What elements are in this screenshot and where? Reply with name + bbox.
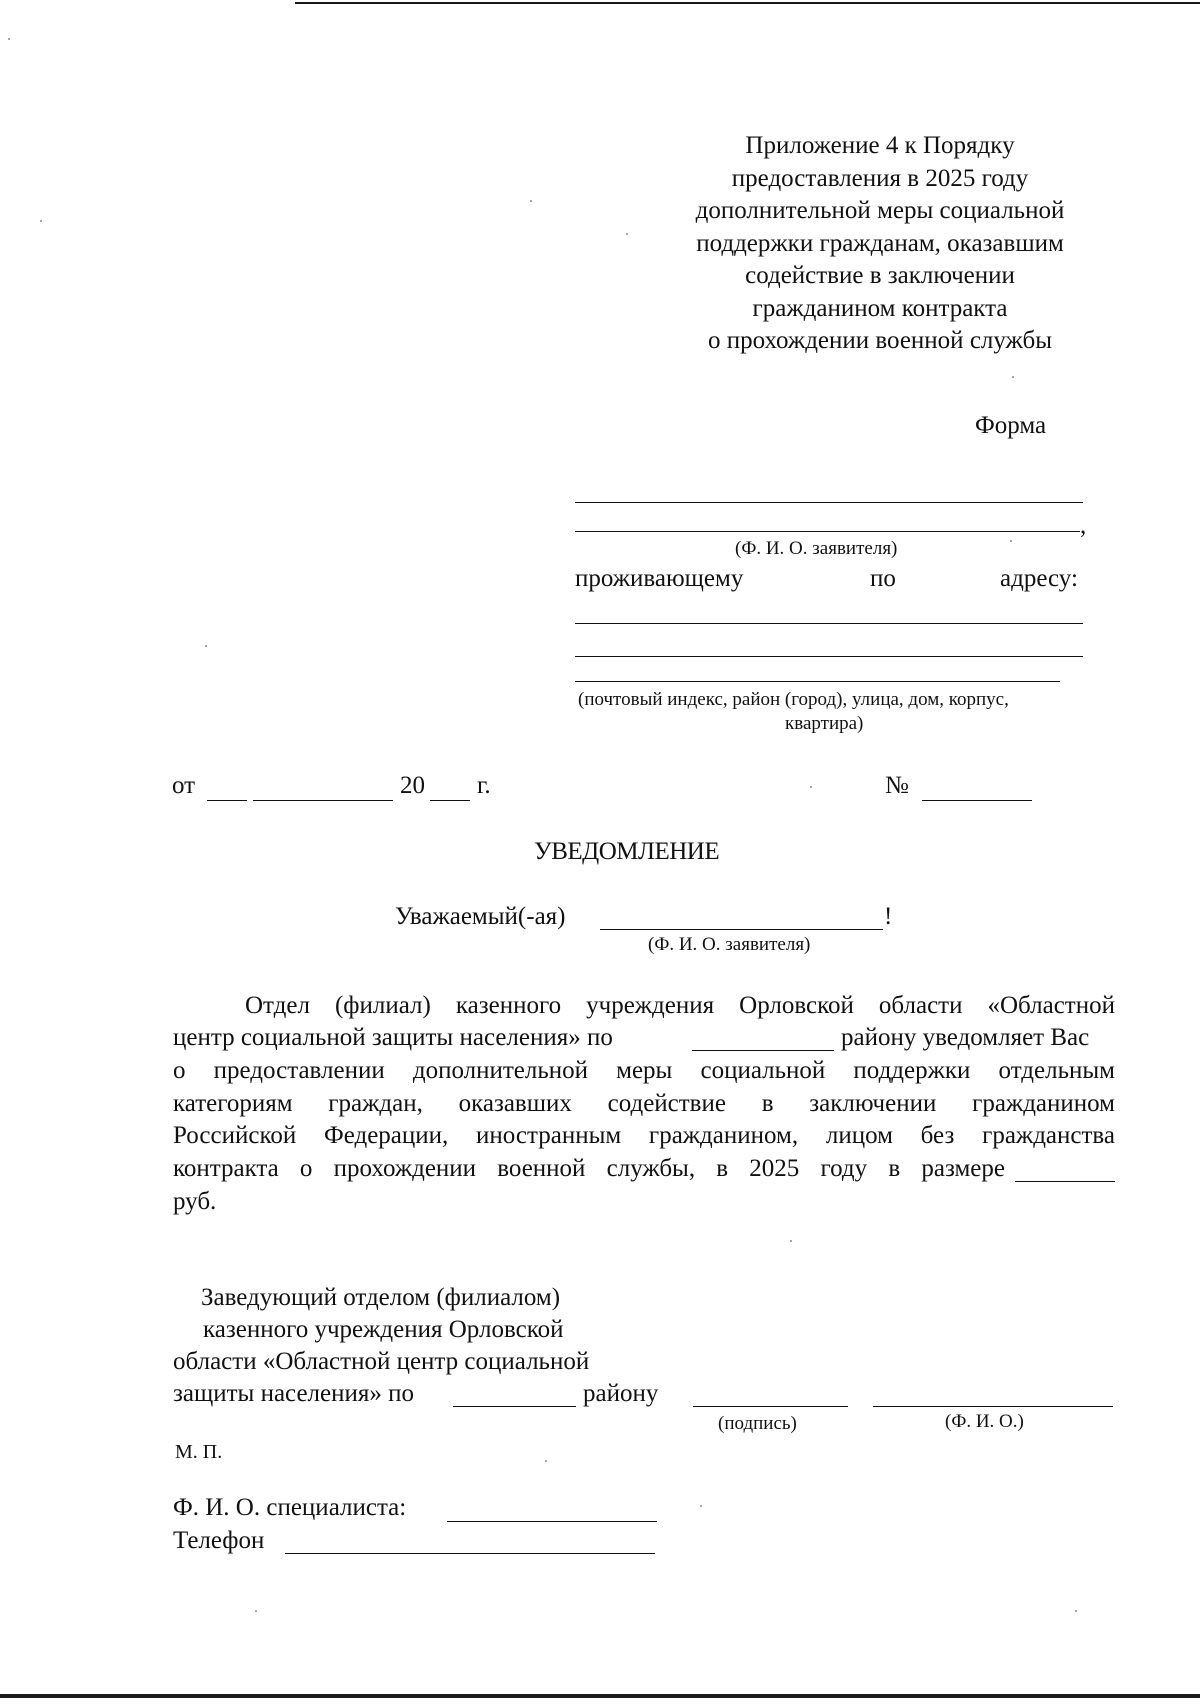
scan-speck (205, 645, 207, 647)
address-word-address: адресу: (1000, 565, 1078, 592)
body-amount-blank[interactable] (1015, 1181, 1115, 1182)
body-line-6: контракта о прохождении военной службы, в 2025 году в размере (173, 1155, 1005, 1182)
scan-speck (810, 786, 812, 788)
body-district-blank[interactable] (692, 1050, 834, 1051)
signature-line-4-start: защиты населения» по (173, 1380, 415, 1407)
recipient-fio-line-1[interactable] (575, 502, 1083, 503)
scan-speck (255, 1610, 257, 1612)
body-line-7: руб. (173, 1188, 217, 1215)
signature-line-4-end: району (583, 1380, 659, 1407)
date-month-blank[interactable] (253, 800, 393, 801)
body-line-2-start: центр социальной защиты населения» по (173, 1024, 613, 1051)
address-caption-line2: квартира) (785, 713, 864, 734)
signature-fio-blank[interactable] (873, 1406, 1113, 1407)
date-year-blank[interactable] (430, 800, 470, 801)
scan-speck (1010, 540, 1012, 542)
body-line-1: Отдел (филиал) казенного учреждения Орловской области «Областной (245, 992, 1115, 1019)
appendix-line: содействие в заключении (745, 262, 1015, 289)
salutation-exclamation: ! (884, 903, 893, 930)
scan-speck (8, 38, 10, 40)
address-word-residing: проживающему (575, 565, 744, 592)
specialist-phone-blank[interactable] (285, 1553, 655, 1554)
appendix-line: дополнительной меры социальной (695, 197, 1065, 224)
salutation-caption: (Ф. И. О. заявителя) (648, 934, 811, 955)
date-from-label: от (172, 772, 196, 799)
date-year-suffix: г. (477, 772, 491, 799)
scan-speck (1012, 376, 1014, 378)
scan-speck (530, 200, 532, 202)
specialist-phone-label: Телефон (173, 1527, 265, 1554)
body-line-2-end: району уведомляет Вас (841, 1024, 1090, 1051)
date-day-blank[interactable] (207, 800, 247, 801)
appendix-line: гражданином контракта (752, 294, 1008, 322)
scan-speck (790, 1240, 792, 1242)
address-line-2[interactable] (575, 656, 1083, 657)
specialist-fio-blank[interactable] (447, 1521, 657, 1522)
signature-district-blank[interactable] (453, 1406, 576, 1407)
recipient-fio-caption: (Ф. И. О. заявителя) (735, 538, 898, 559)
stamp-label: М. П. (175, 1441, 223, 1463)
recipient-comma: , (1080, 512, 1087, 539)
address-caption-line1: (почтовый индекс, район (город), улица, дом, корпус, (578, 689, 1009, 710)
appendix-line: о прохождении военной службы (707, 327, 1053, 354)
appendix-line: предоставления в 2025 году (731, 164, 1029, 192)
signature-fio-caption: (Ф. И. О.) (945, 1411, 1024, 1432)
body-line-5: Российской Федерации, иностранным гражданином, лицом без гражданства (173, 1122, 1115, 1149)
recipient-fio-line-2[interactable] (575, 531, 1080, 532)
specialist-fio-label: Ф. И. О. специалиста: (173, 1494, 407, 1521)
signature-line-1: Заведующий отделом (филиалом) (201, 1284, 561, 1311)
signature-line-3: области «Областной центр социальной (173, 1348, 590, 1375)
form-label: Форма (975, 412, 1047, 439)
signature-line-2: казенного учреждения Орловской (203, 1316, 564, 1343)
signature-sign-caption: (подпись) (718, 1413, 797, 1434)
body-line-4: категориям граждан, оказавших содействие в заключении гражданином (173, 1090, 1115, 1117)
number-sign: № (885, 772, 909, 799)
address-line-3[interactable] (575, 681, 1060, 682)
scan-speck (545, 1460, 547, 1462)
address-word-at: по (870, 565, 896, 592)
number-blank[interactable] (922, 800, 1032, 801)
address-line-1[interactable] (575, 623, 1083, 624)
scan-speck (1075, 1610, 1077, 1612)
signature-sign-blank[interactable] (693, 1406, 848, 1407)
scan-bottom-edge (0, 1694, 1200, 1698)
appendix-line: Приложение 4 к Порядку (745, 132, 1015, 159)
scan-speck (700, 1505, 702, 1507)
appendix-line: поддержки гражданам, оказавшим (696, 229, 1064, 257)
body-line-3: о предоставлении дополнительной меры социальной поддержки отдельным (173, 1057, 1115, 1084)
salutation-text: Уважаемый(-ая) (395, 903, 566, 930)
scan-speck (626, 233, 628, 235)
date-year-prefix: 20 (400, 772, 425, 799)
scan-top-edge (295, 2, 1200, 4)
page-title: УВЕДОМЛЕНИЕ (534, 838, 720, 865)
scan-speck (40, 220, 42, 222)
salutation-fio-blank[interactable] (600, 929, 883, 930)
appendix-header (660, 130, 1100, 358)
